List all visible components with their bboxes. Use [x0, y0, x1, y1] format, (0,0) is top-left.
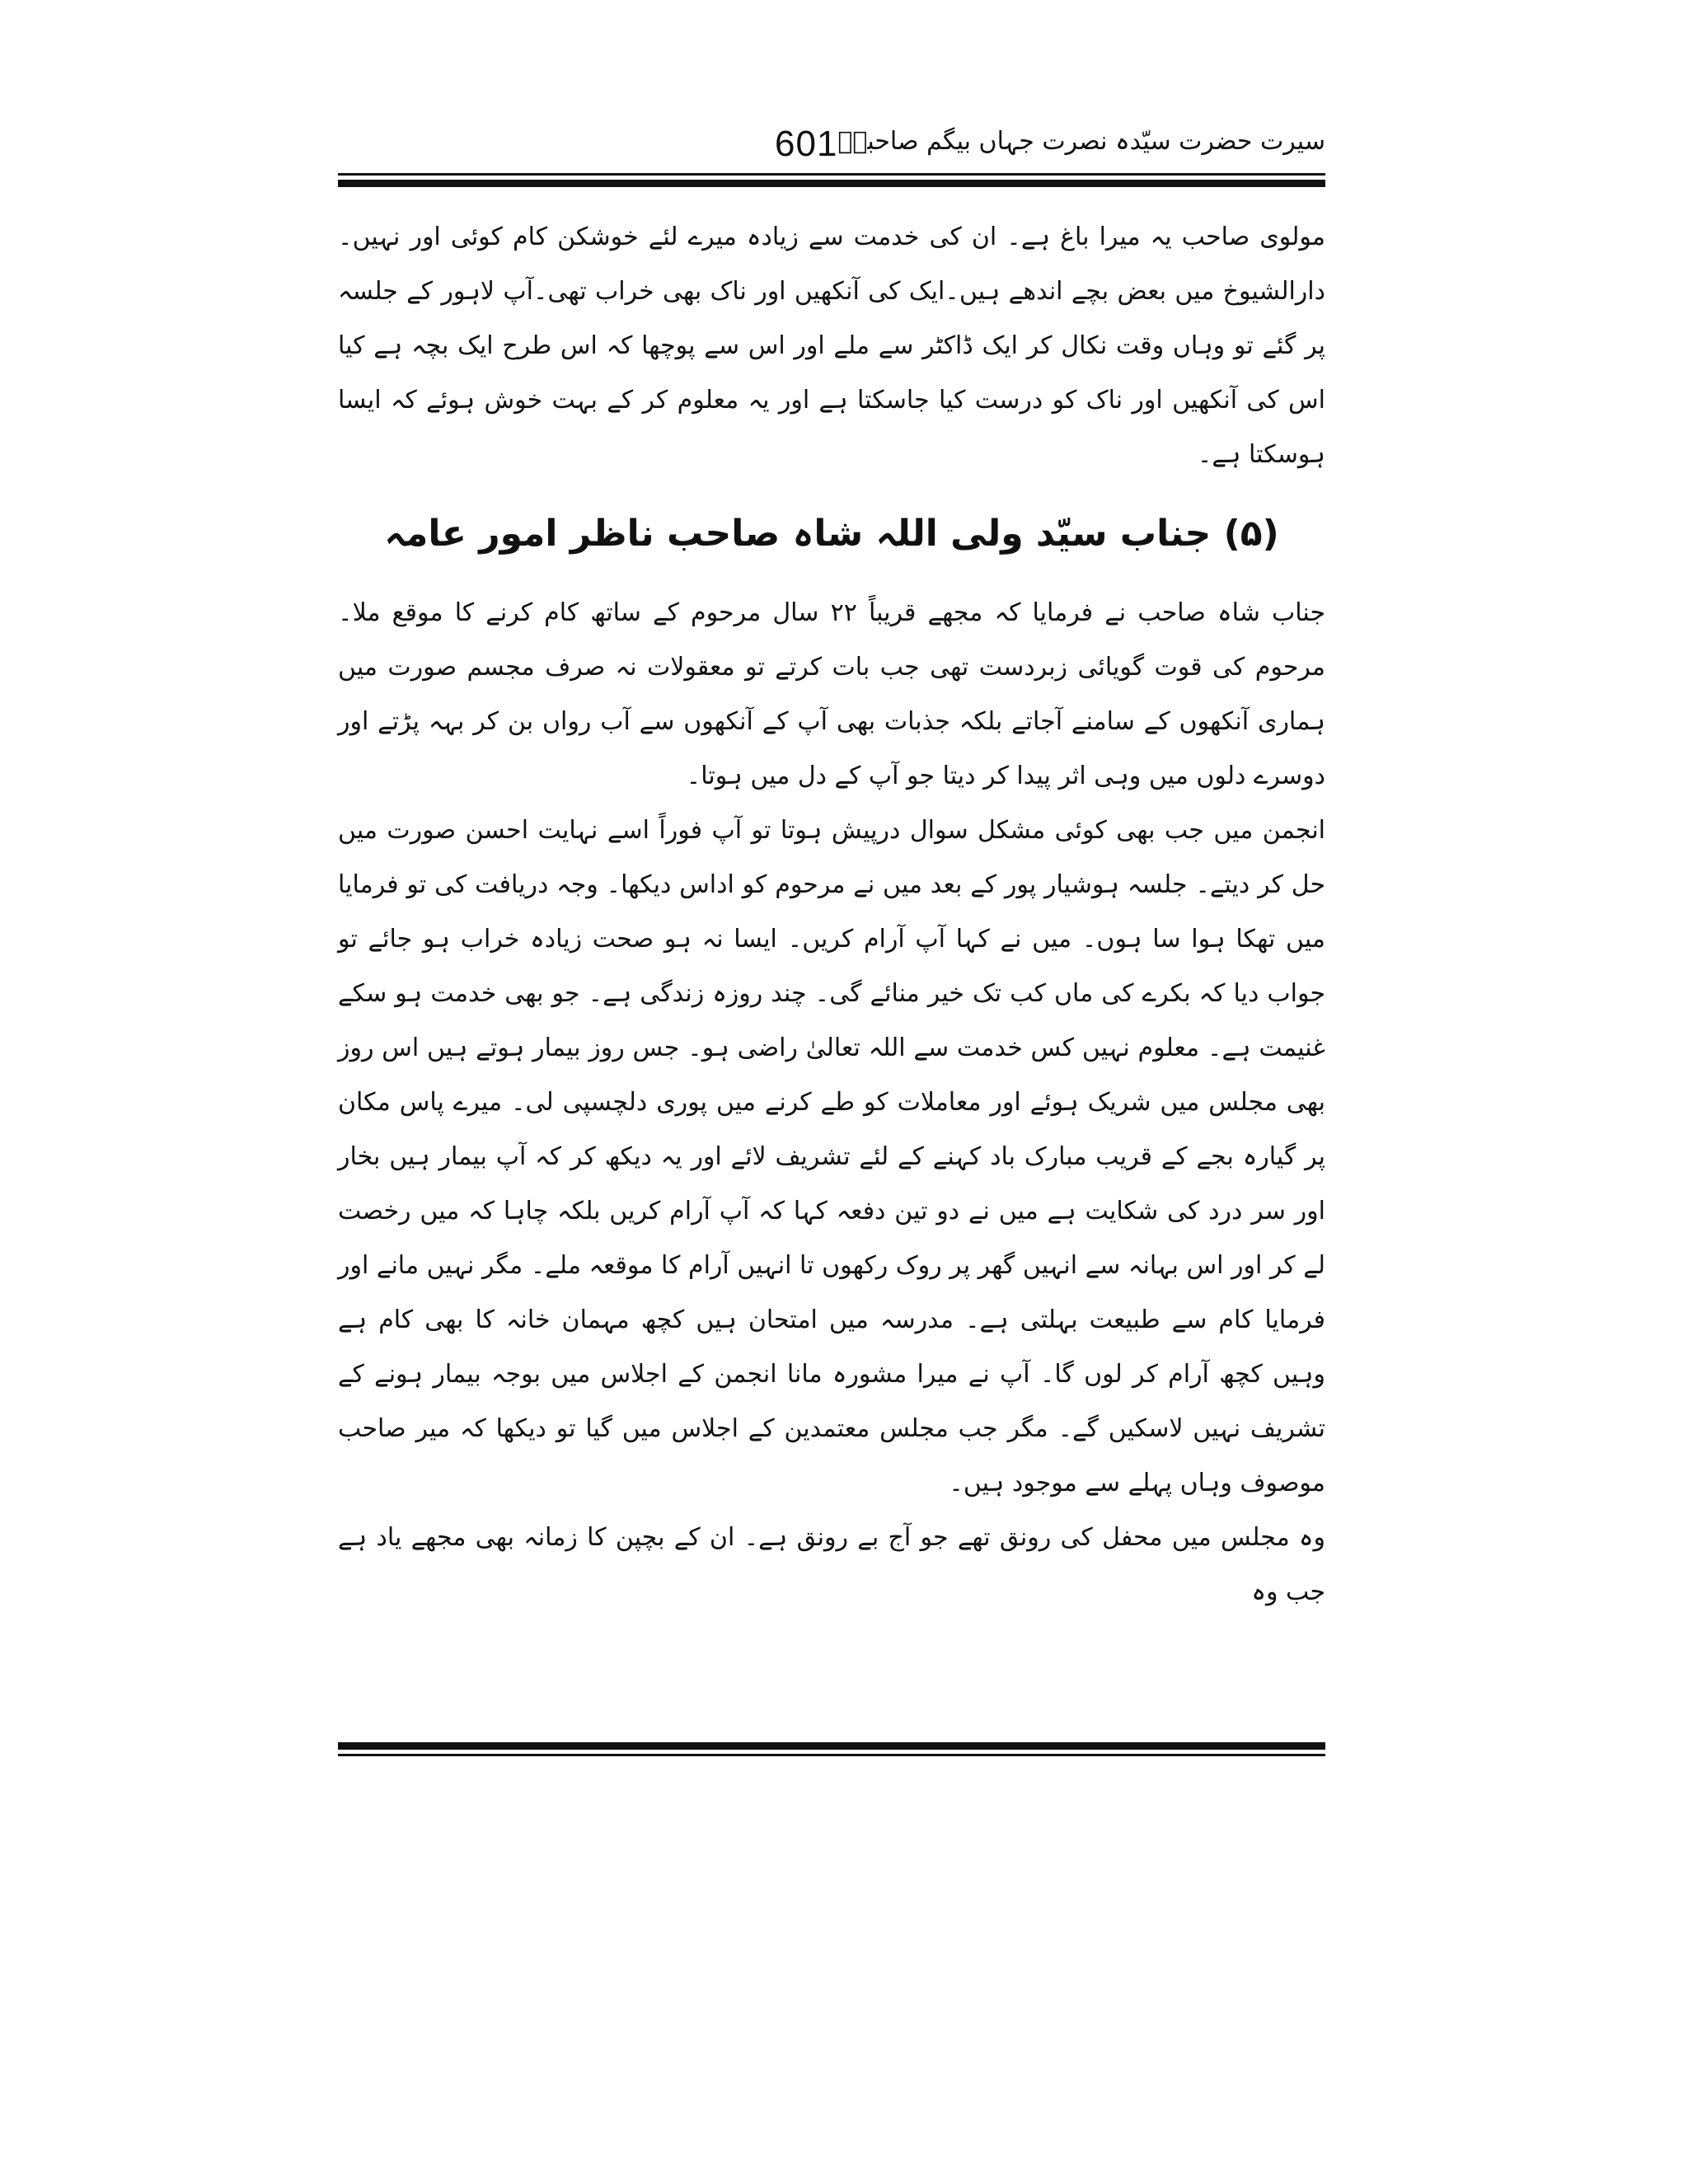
section-heading: (۵) جناب سیّد ولی اللہ شاہ صاحب ناظر امور عامہ	[384, 513, 1279, 555]
page-body	[338, 210, 1325, 1619]
footer-rule-thick	[338, 1742, 1325, 1750]
body-paragraph-2: انجمن میں جب بھی کوئی مشکل سوال درپیش ہوتا تو آپ فوراً اسے نہایت احسن صورت میں حل کر دیتے۔ جلسہ ہوشیار پور کے بعد میں نے مرحوم کو اداس دیکھا۔ وجہ دریافت کی تو فرمایا میں تھکا ہوا سا ہوں۔ میں نے کہا آپ آرام کریں۔ ایسا نہ ہو صحت زیادہ خراب ہو جائے تو جواب دیا کہ بکرے کی ماں کب تک خیر منائے گی۔ چند روزہ زندگی ہے۔ جو بھی خدمت ہو سکے غنیمت ہے۔ معلوم نہیں کس خدمت سے اللہ تعالیٰ راضی ہو۔ جس روز بیمار ہوتے ہیں اس روز بھی مجلس میں شریک ہوئے اور معاملات کو طے کرنے میں پوری دلچسپی لی۔ میرے پاس مکان پر گیارہ بجے کے قریب مبارک باد کہنے کے لئے تشریف لائے اور یہ دیکھ کر کہ آپ بیمار ہیں بخار اور سر درد کی شکایت ہے میں نے دو تین دفعہ کہا کہ آپ آرام کریں بلکہ چاہا کہ میں رخصت لے کر اور اس بہانہ سے انہیں گھر پر روک رکھوں تا انہیں آرام کا موقعہ ملے۔ مگر نہیں مانے اور فرمایا کام سے طبیعت بہلتی ہے۔ مدرسہ میں امتحان ہیں کچھ مہمان خانہ کا بھی کام ہے وہیں کچھ آرام کر لوں گا۔ آپ نے میرا مشورہ مانا انجمن کے اجلاس میں بوجہ بیمار ہونے کے تشریف نہیں لاسکیں گے۔ مگر جب مجلس معتمدین کے اجلاس میں گیا تو دیکھا کہ میر صاحب موصوف وہاں پہلے سے موجود ہیں۔	[338, 816, 1325, 1497]
running-title: سیرت حضرت سیّدہ نصرت جہاں بیگم صاحبہؓ	[837, 127, 1325, 156]
body-paragraph-1: جناب شاہ صاحب نے فرمایا کہ مجھے قریباً ۲۲ سال مرحوم کے ساتھ کام کرنے کا موقع ملا۔ مرحوم کی قوت گویائی زبردست تھی جب بات کرتے تو معقولات نہ صرف مجسم صورت میں ہماری آنکھوں کے سامنے آجاتے بلکہ جذبات بھی آپ کے آنکھوں سے آب رواں بن کر بہہ پڑتے اور دوسرے دلوں میں وہی اثر پیدا کر دیتا جو آپ کے دل میں ہوتا۔	[338, 598, 1326, 790]
page-header	[338, 124, 1325, 173]
page-number: 601	[775, 124, 838, 164]
header-rule	[338, 173, 1325, 187]
footer-rule-thin	[338, 1754, 1325, 1756]
opening-paragraph: مولوی صاحب یہ میرا باغ ہے۔ ان کی خدمت سے زیادہ میرے لئے خوشکن کام کوئی اور نہیں۔ دارالشیوخ میں بعض بچے اندھے ہیں۔ایک کی آنکھیں اور ناک بھی خراب تھی۔آپ لاہور کے جلسہ پر گئے تو وہاں وقت نکال کر ایک ڈاکٹر سے ملے اور اس سے پوچھا کہ اس طرح ایک بچہ ہے کیا اس کی آنکھیں اور ناک کو درست کیا جاسکتا ہے اور یہ معلوم کر کے بہت خوش ہوئے کہ ایسا ہوسکتا ہے۔	[338, 223, 1325, 469]
header-rule-thick	[338, 180, 1325, 187]
body-paragraph-3: وہ مجلس میں محفل کی رونق تھے جو آج بے رونق ہے۔ ان کے بچپن کا زمانہ بھی مجھے یاد ہے جب وہ	[338, 1523, 1325, 1606]
footer-rule	[338, 1742, 1325, 1756]
